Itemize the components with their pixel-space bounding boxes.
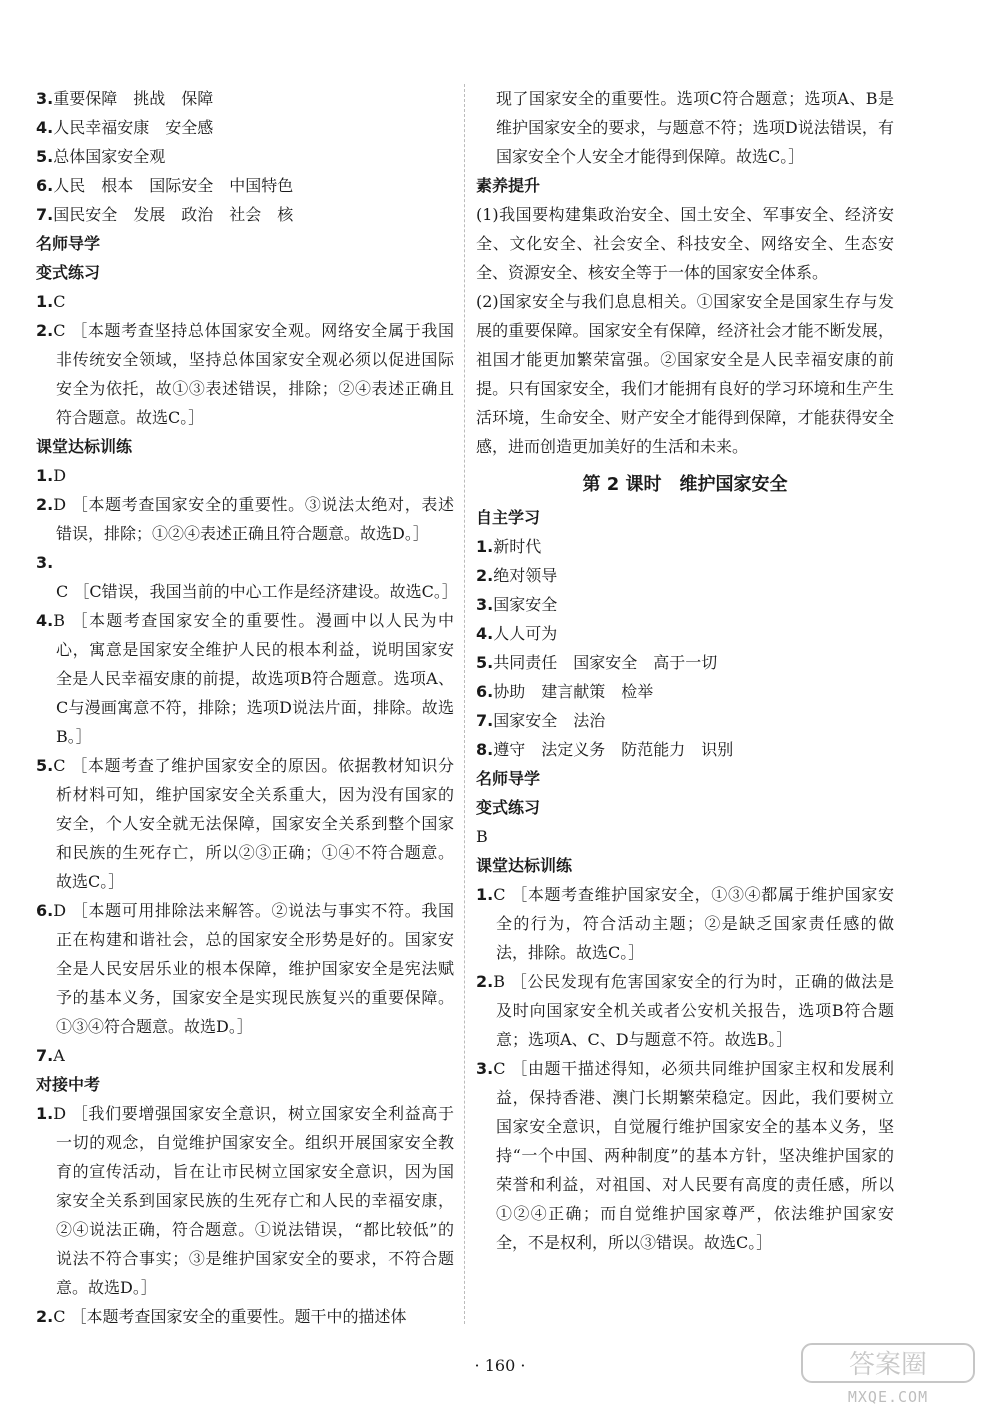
watermark-logo-text: 答案圈 (848, 1350, 928, 1380)
watermark (798, 1338, 978, 1404)
answer-item: 2.C ［本题考查坚持总体国家安全观。网络安全属于我国非传统安全领域，坚持总体国家安全观必须以促进国际安全为依托，故①③表述错误，排除；②④表述正确且符合题意。故选C。］ (36, 321, 454, 427)
lesson-title: 第 2 课时 维护国家安全 (582, 474, 788, 495)
section-heading-ketang: 课堂达标训练 (36, 437, 133, 456)
answer-item: 2.绝对领导 (476, 566, 558, 585)
section-heading-mingshi: 名师导学 (36, 234, 101, 253)
answer-item: 1.C ［本题考查维护国家安全，①③④都属于维护国家安全的行为，符合活动主题；②是缺乏国家责任感的做法，排除。故选C。］ (476, 885, 894, 962)
answer-item: 2.D ［本题考查国家安全的重要性。③说法太绝对，表述错误，排除；①②④表述正确且符合题意。故选D。］ (36, 495, 454, 543)
answer-item: 3.C ［C错误，我国当前的中心工作是经济建设。故选C。］ (36, 553, 458, 601)
watermark-logo-icon (798, 1338, 978, 1388)
answer-item: 1.D ［我们要增强国家安全意识，树立国家安全利益高于一切的观念，自觉维护国家安全。组织开展国家安全教育的宣传活动，旨在让市民树立国家安全意识，因为国家安全关系到国家民族的生死存亡和人民的幸福安康，②④说法正确，符合题意。①说法错误，“都比较低”的说法不符合事实；③是维护国家安全的要求，不符合题意。故选D。］ (36, 1104, 454, 1297)
answer-item: 2.B ［公民发现有危害国家安全的行为时，正确的做法是及时向国家安全机关或者公安机关报告，选项B符合题意；选项A、C、D与题意不符。故选B。］ (476, 972, 894, 1049)
answer-item: 5.共同责任 国家安全 高于一切 (476, 653, 718, 672)
answer-continuation: 现了国家安全的重要性。选项C符合题意；选项A、B是维护国家安全的要求，与题意不符；选项D说法错误，有国家安全个人安全才能得到保障。故选C。］ (496, 89, 894, 166)
answer-item: 4.人人可为 (476, 624, 558, 643)
answer-item: 7.A (36, 1046, 65, 1065)
answer-item: 1.C (36, 292, 66, 311)
answer-item: 3.重要保障 挑战 保障 (36, 89, 214, 108)
answer-item: 3.国家安全 (476, 595, 558, 614)
answer-item: 4.B ［本题考查国家安全的重要性。漫画中以人民为中心，寓意是国家安全维护人民的根本利益，说明国家安全是人民幸福安康的前提，故选项B符合题意。选项A、C与漫画寓意不符，排除；选项D说法片面，排除。故选B。］ (36, 611, 454, 746)
answer-item: 7.国家安全 法治 (476, 711, 606, 730)
section-heading-bianshi: 变式练习 (36, 263, 101, 282)
section-heading-bianshi: 变式练习 (476, 798, 541, 817)
watermark-site: MXQE.COM (847, 1388, 929, 1406)
answer-item: 1.新时代 (476, 537, 542, 556)
section-heading-mingshi: 名师导学 (476, 769, 541, 788)
answer-item: 3.C ［由题干描述得知，必须共同维护国家主权和发展利益，保持香港、澳门长期繁荣稳定。因此，我们要树立国家安全意识，自觉履行维护国家安全的基本义务，坚持“一个中国、两种制度”的基本方针，坚决维护国家的荣誉和利益，对祖国、对人民要有高度的责任感，所以①②④正确；而自觉维护国家尊严，依法维护国家安全，不是权利，所以③错误。故选C。］ (476, 1059, 894, 1252)
right-column (476, 84, 894, 1257)
bianshi-answer: B (476, 827, 488, 846)
answer-item: 1.D (36, 466, 67, 485)
answer-item: 7.国民安全 发展 政治 社会 核 (36, 205, 294, 224)
answer-item: 8.遵守 法定义务 防范能力 识别 (476, 740, 734, 759)
section-heading-zizhu: 自主学习 (476, 508, 541, 527)
section-heading-duijie: 对接中考 (36, 1075, 101, 1094)
answer-item: 2.C ［本题考查国家安全的重要性。题干中的描述体 (36, 1307, 407, 1326)
answer-item: 6.D ［本题可用排除法来解答。②说法与事实不符。我国正在构建和谐社会，总的国家安全形势是好的。国家安全是人民安居乐业的根本保障，维护国家安全是宪法赋予的基本义务，国家安全是实现民族复兴的重要保障。①③④符合题意。故选D。］ (36, 901, 454, 1036)
answer-item: 6.协助 建言献策 检举 (476, 682, 654, 701)
page-number: · 160 · (474, 1356, 526, 1375)
answer-item: 4.人民幸福安康 安全感 (36, 118, 214, 137)
answer-item: 5.总体国家安全观 (36, 147, 166, 166)
answer-item: 6.人民 根本 国际安全 中国特色 (36, 176, 294, 195)
section-heading-ketang: 课堂达标训练 (476, 856, 573, 875)
left-column (36, 84, 458, 1331)
suyang-paragraph: (2)国家安全与我们息息相关。①国家安全是国家生存与发展的重要保障。国家安全有保障，经济社会才能不断发展，祖国才能更加繁荣富强。②国家安全是人民幸福安康的前提。只有国家安全，我们才能拥有良好的学习环境和生产生活环境，生命安全、财产安全才能得到保障，才能获得安全感，进而创造更加美好的生活和未来。 (476, 292, 894, 456)
section-heading-suyang: 素养提升 (476, 176, 541, 195)
suyang-paragraph: (1)我国要构建集政治安全、国土安全、军事安全、经济安全、文化安全、社会安全、科技安全、网络安全、生态安全、资源安全、核安全等于一体的国家安全体系。 (476, 205, 894, 282)
column-divider (464, 84, 465, 1324)
answer-item: 5.C ［本题考查了维护国家安全的原因。依据教材知识分析材料可知，维护国家安全关系重大，因为没有国家的安全，个人安全就无法保障，国家安全关系到整个国家和民族的生死存亡，所以②③正确；①④不符合题意。故选C。］ (36, 756, 454, 891)
